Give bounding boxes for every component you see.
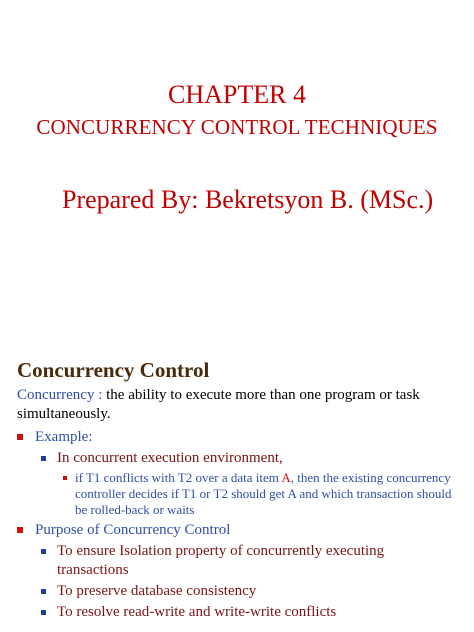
purpose-item-text: To preserve database consistency xyxy=(57,583,257,599)
square-bullet-icon xyxy=(41,549,46,554)
purpose-item-text: To resolve read-write and write-write conflicts xyxy=(57,604,337,620)
square-bullet-icon xyxy=(63,476,67,480)
example-detail-highlight: A xyxy=(281,470,291,485)
bullet-purpose-item xyxy=(17,603,457,622)
square-bullet-icon xyxy=(41,589,46,594)
bullet-purpose xyxy=(17,521,457,540)
square-bullet-icon xyxy=(41,610,46,615)
square-bullet-icon xyxy=(17,527,23,533)
example-label: Example: xyxy=(35,429,93,445)
bullet-example-detail xyxy=(17,470,457,518)
chapter-number: CHAPTER 4 xyxy=(168,80,306,109)
example-detail-b: , then the existing concurrency controller decides if T1 or T2 should get A and which transaction should be rolled-back or waits xyxy=(75,470,452,517)
bullet-purpose-item xyxy=(17,582,457,601)
definition-text: the ability to execute more than one program or task simultaneously. xyxy=(17,387,420,422)
square-bullet-icon xyxy=(41,456,46,461)
content-slide xyxy=(0,356,474,632)
chapter-title: CONCURRENCY CONTROL TECHNIQUES xyxy=(36,115,438,139)
author-line: Prepared By: Bekretsyon B. (MSc.) xyxy=(62,185,434,214)
purpose-item-text: To ensure Isolation property of concurrently executing transactions xyxy=(57,543,385,578)
bullet-example xyxy=(17,428,457,447)
slide-heading: Concurrency Control xyxy=(17,358,210,382)
slide-body xyxy=(17,386,457,624)
definition-term: Concurrency : xyxy=(17,387,103,403)
bullet-example-sub xyxy=(17,449,457,468)
example-detail-a: if T1 conflicts with T2 over a data item xyxy=(75,470,282,485)
purpose-label: Purpose of Concurrency Control xyxy=(35,522,231,538)
square-bullet-icon xyxy=(17,434,23,440)
bullet-purpose-item xyxy=(17,542,457,580)
definition-paragraph xyxy=(17,386,457,424)
example-sub-text: In concurrent execution environment, xyxy=(57,450,283,466)
